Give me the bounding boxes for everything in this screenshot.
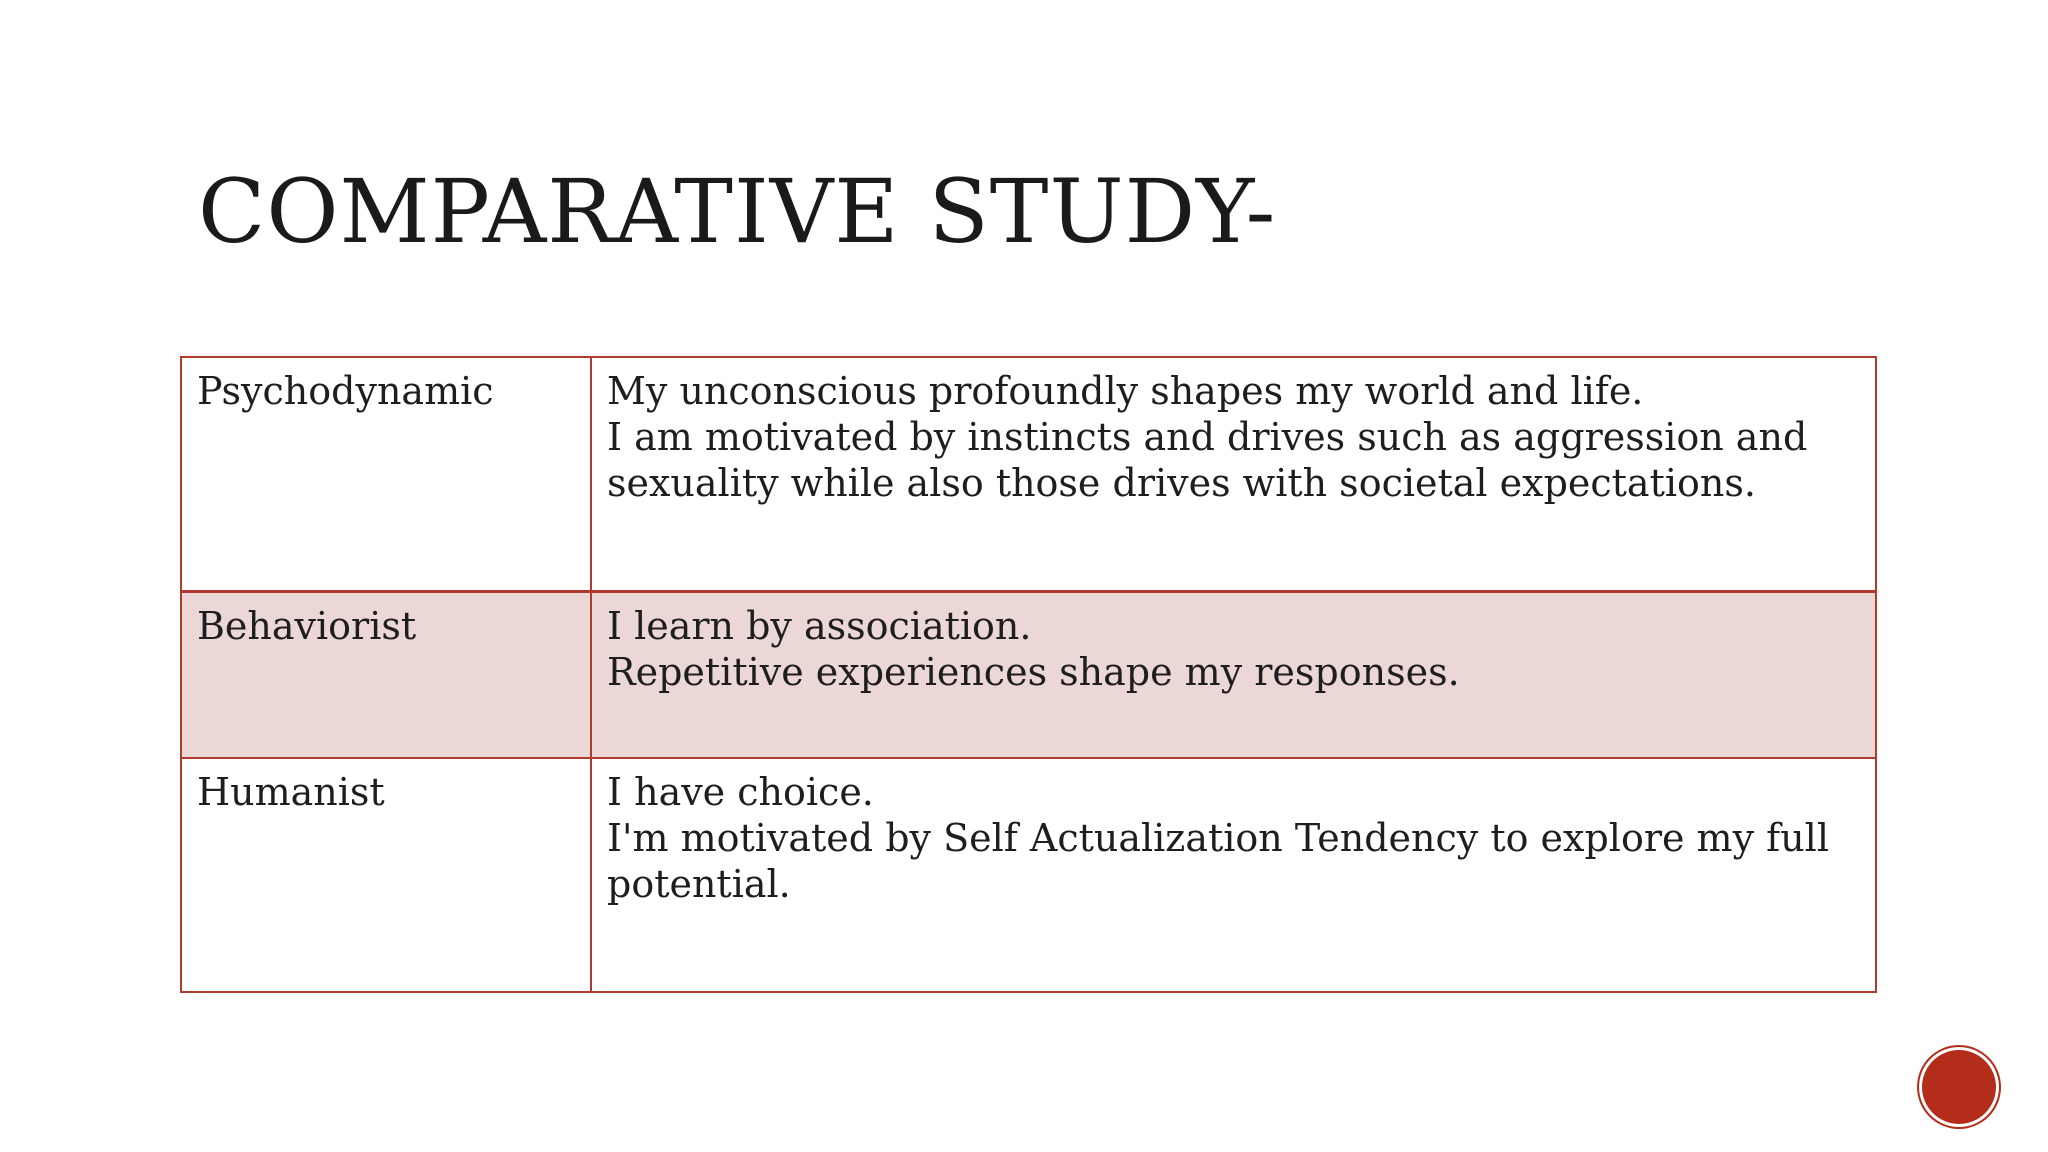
circle-badge-icon <box>1922 1050 1996 1124</box>
description-line: I learn by association. <box>607 604 1032 648</box>
description-line: My unconscious profoundly shapes my world and life. <box>607 369 1644 413</box>
table-row-behaviorist <box>181 592 1876 759</box>
row-label-behaviorist: Behaviorist <box>181 592 591 759</box>
description-line: I have choice. <box>607 770 874 814</box>
row-label-psychodynamic: Psychodynamic <box>181 357 591 592</box>
comparison-table <box>180 356 1877 993</box>
slide-title: COMPARATIVE STUDY- <box>198 160 1277 263</box>
description-line: I am motivated by instincts and drives such as aggression and sexuality while also those drives with societal expectations. <box>607 415 1808 505</box>
description-line: I'm motivated by Self Actualization Tendency to explore my full potential. <box>607 816 1829 906</box>
row-description-behaviorist <box>591 592 1876 759</box>
description-line: Repetitive experiences shape my responses. <box>607 650 1460 694</box>
table-row-humanist <box>181 758 1876 992</box>
row-label-humanist: Humanist <box>181 758 591 992</box>
table-row-psychodynamic <box>181 357 1876 592</box>
row-description-humanist <box>591 758 1876 992</box>
row-description-psychodynamic <box>591 357 1876 592</box>
